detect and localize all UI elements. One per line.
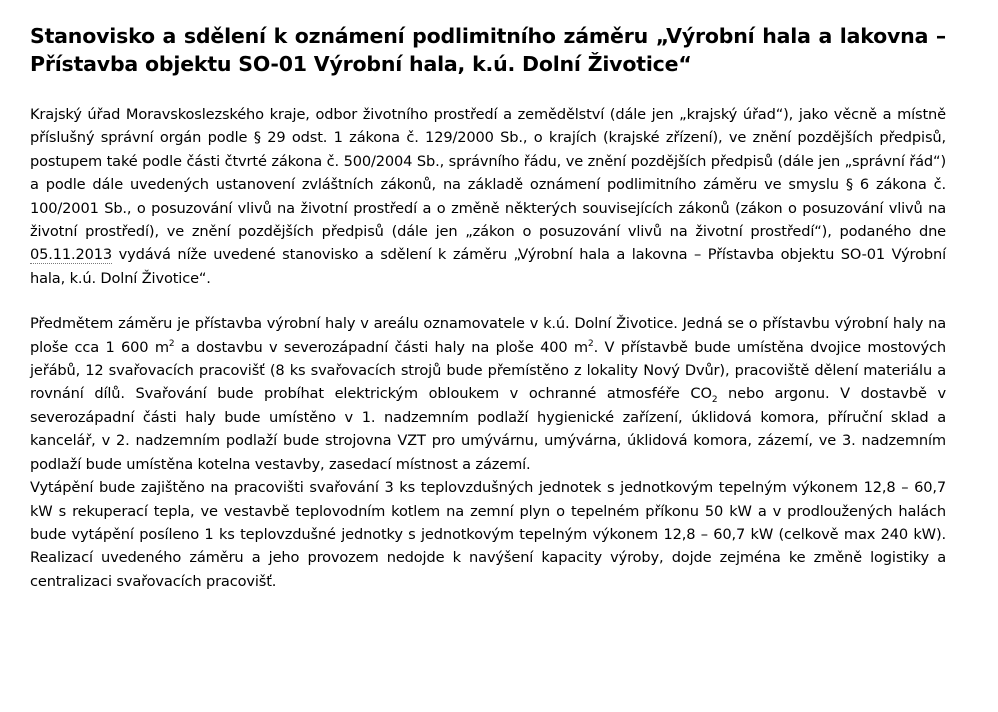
- area-unit-superscript-2: 2: [587, 338, 594, 349]
- subject-text-1: Předmětem záměru je přístavba výrobní haly v areálu oznamovatele v k.ú. Dolní Životice. Jedná se o přístavbu výrobní haly na ploše cca 1 600 m: [30, 315, 946, 356]
- submission-date: 05.11.2013: [30, 246, 113, 264]
- document-page: [30, 22, 946, 593]
- co2-subscript: 2: [711, 395, 718, 406]
- intro-text-after-date: vydává níže uvedené stanovisko a sdělení k záměru „Výrobní hala a lakovna – Přístavba objektu SO-01 Výrobní hala, k.ú. Dolní Životice“.: [30, 246, 946, 287]
- intro-paragraph: [30, 103, 946, 290]
- intro-text-before-date: Krajský úřad Moravskoslezského kraje, odbor životního prostředí a zemědělství (dále jen „krajský úřad“), jako věcně a místně příslušný správní orgán podle § 29 odst. 1 zákona č. 129/2000 Sb., o krajích (krajské zřízení), ve znění pozdějších předpisů, postupem také podle části čtvrté zákona č. 500/2004 Sb., správního řádu, ve znění pozdějších předpisů (dále jen „správní řád“) a podle dále uvedených ustanovení zvláštních zákonů, na základě oznámení podlimitního záměru ve smyslu § 6 zákona č. 100/2001 Sb., o posuzování vlivů na životní prostředí a o změně některých souvisejících zákonů (zákon o posuzování vlivů na životní prostředí), ve znění pozdějších předpisů (dále jen „zákon o posuzování vlivů na životní prostředí“), podaného dne: [30, 106, 946, 241]
- subject-text-3: . V přístavbě bude umístěna dvojice mostových jeřábů, 12 svařovacích pracovišť (8 ks svařovacích strojů bude přemístěno z lokality Nový Dvůr), pracoviště dělení materiálu a rovnání dílů. Svařování bude probíhat elektrickým obloukem v ochranné atmosféře CO: [30, 338, 946, 403]
- document-title: Stanovisko a sdělení k oznámení podlimitního záměru „Výrobní hala a lakovna – Přístavba objektu SO-01 Výrobní hala, k.ú. Dolní Životice“: [30, 24, 946, 76]
- heating-paragraph: Vytápění bude zajištěno na pracovišti svařování 3 ks teplovzdušných jednotek s jednotkovým tepelným výkonem 12,8 – 60,7 kW s rekuperací tepla, ve vestavbě teplovodním kotlem na zemní plyn o tepelném příkonu 50 kW a v prodloužených halách bude vytápění posíleno 1 ks teplovzdušné jednotky s jednotkovým tepelným výkonem 12,8 – 60,7 kW (celkově max 240 kW). Realizací uvedeného záměru a jeho provozem nedojde k navýšení kapacity výroby, dojde zejména ke změně logistiky a centralizaci svařovacích pracovišť.: [30, 479, 946, 590]
- area-unit-superscript-1: 2: [168, 338, 175, 349]
- subject-text-4: nebo argonu. V dostavbě v severozápadní části haly bude umístěno v 1. nadzemním podlaží hygienické zařízení, úklidová komora, příruční sklad a kancelář, v 2. nadzemním podlaží bude strojovna VZT pro umývárnu, umývárna, úklidová komora, zázemí, ve 3. nadzemním podlaží bude umístěna kotelna vestavby, zasedací místnost a zázemí.: [30, 385, 946, 473]
- subject-paragraph: [30, 312, 946, 476]
- subject-text-2: a dostavbu v severozápadní části haly na ploše 400 m: [174, 338, 588, 356]
